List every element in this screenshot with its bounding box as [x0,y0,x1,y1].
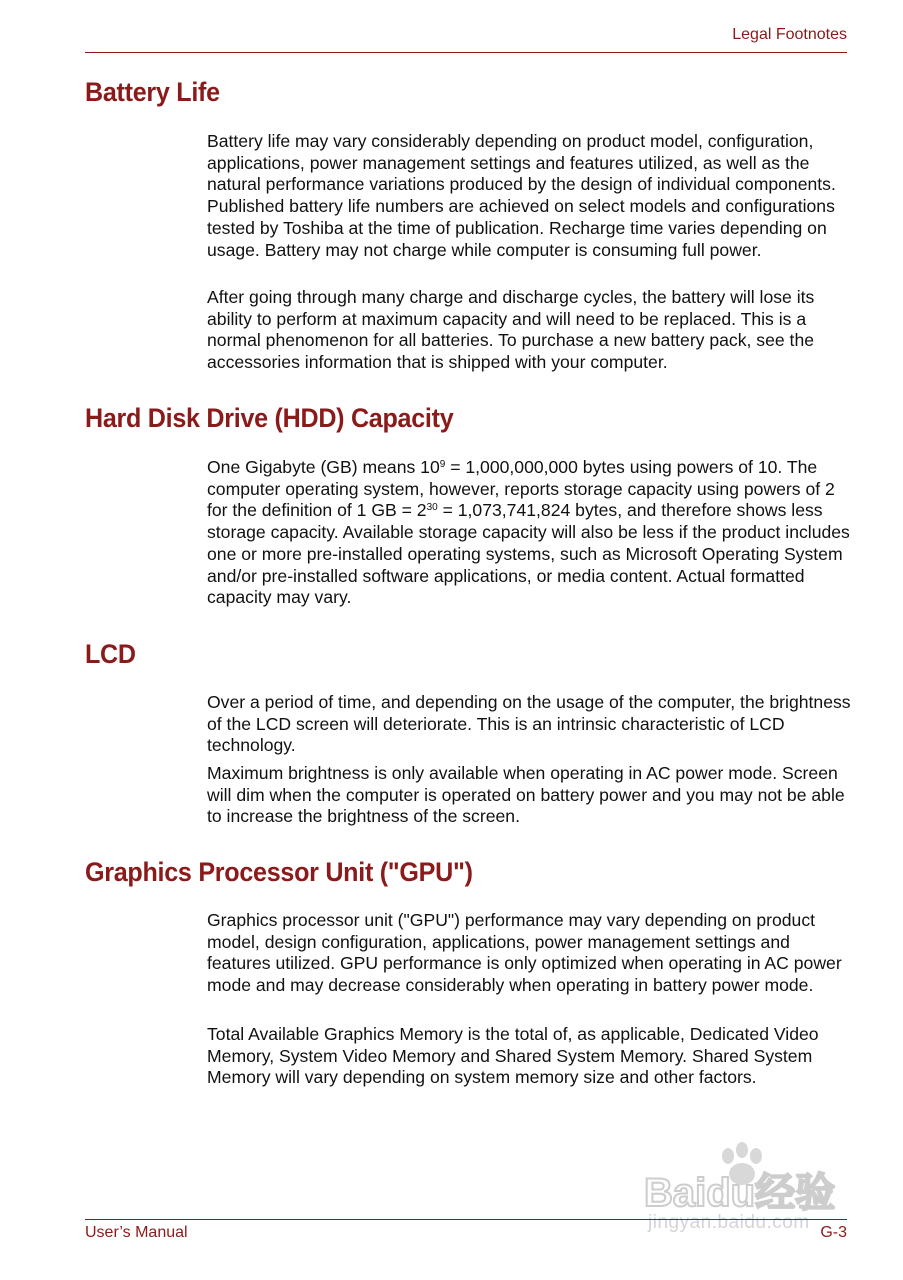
gpu-paragraph-2: Total Available Graphics Memory is the total of, as applicable, Dedicated Video Memory, System Video Memory and Shared System Memory. Shared System Memory will vary depending on system memory size and other factors. [207,1024,819,1088]
baidu-paw-logo-icon [640,1142,860,1212]
footer-manual-title: User’s Manual [85,1224,188,1241]
hdd-paragraph: One Gigabyte (GB) means $10^9 = 1,000,000,000$ bytes using powers of 10. The computer operating system, however, reports storage capacity using powers of 2 for the definition of 1 GB = $2^{30} = 1,073,741,824$ bytes, and therefore shows less storage capacity. Available storage capacity will also be less if the product includes one or more pre-installed operating systems, such as Microsoft Operating System and/or pre-installed software applications, or media content. Actual formatted capacity may vary. [207,457,850,608]
section-title-battery-life: Battery Life [85,77,220,107]
page-header [85,24,847,53]
lcd-paragraph-2: Maximum brightness is only available when operating in AC power mode. Screen will dim when the computer is operated on battery power and you may not be able to increase the brightness of the screen. [207,763,845,827]
footer-divider [85,1219,847,1220]
header-title: Legal Footnotes [732,26,847,43]
battery-paragraph-2: After going through many charge and discharge cycles, the battery will lose its ability to perform at maximum capacity and will need to be replaced. This is a normal phenomenon for all batteries. To purchase a new battery pack, see the accessories information that is shipped with your computer. [207,287,815,373]
footer-page-number: G-3 [820,1224,847,1241]
section-title-lcd: LCD [85,639,136,669]
gpu-paragraph-1: Graphics processor unit ("GPU") performance may vary depending on product model, design configuration, applications, power management settings and features utilized. GPU performance is only optimized when operating in AC power mode and may decrease considerably when operating in battery power mode. [207,910,842,996]
section-title-gpu: Graphics Processor Unit ("GPU") [85,857,473,887]
watermark-url: jingyan.baidu.com [648,1212,810,1233]
battery-paragraph-1: Battery life may vary considerably depending on product model, configuration, applications, power management settings and features utilized, as well as the natural performance variations produced by the design of individual components. Published battery life numbers are achieved on select models and configurations tested by Toshiba at the time of publication. Recharge time varies depending on usage. Battery may not charge while computer is consuming full power. [207,131,836,260]
section-title-hdd-capacity: Hard Disk Drive (HDD) Capacity [85,403,454,433]
lcd-paragraph-1: Over a period of time, and depending on the usage of the computer, the brightness of the LCD screen will deteriorate. This is an intrinsic characteristic of LCD technology. [207,692,851,756]
watermark-logo-text: Baidu经验 [644,1171,836,1212]
